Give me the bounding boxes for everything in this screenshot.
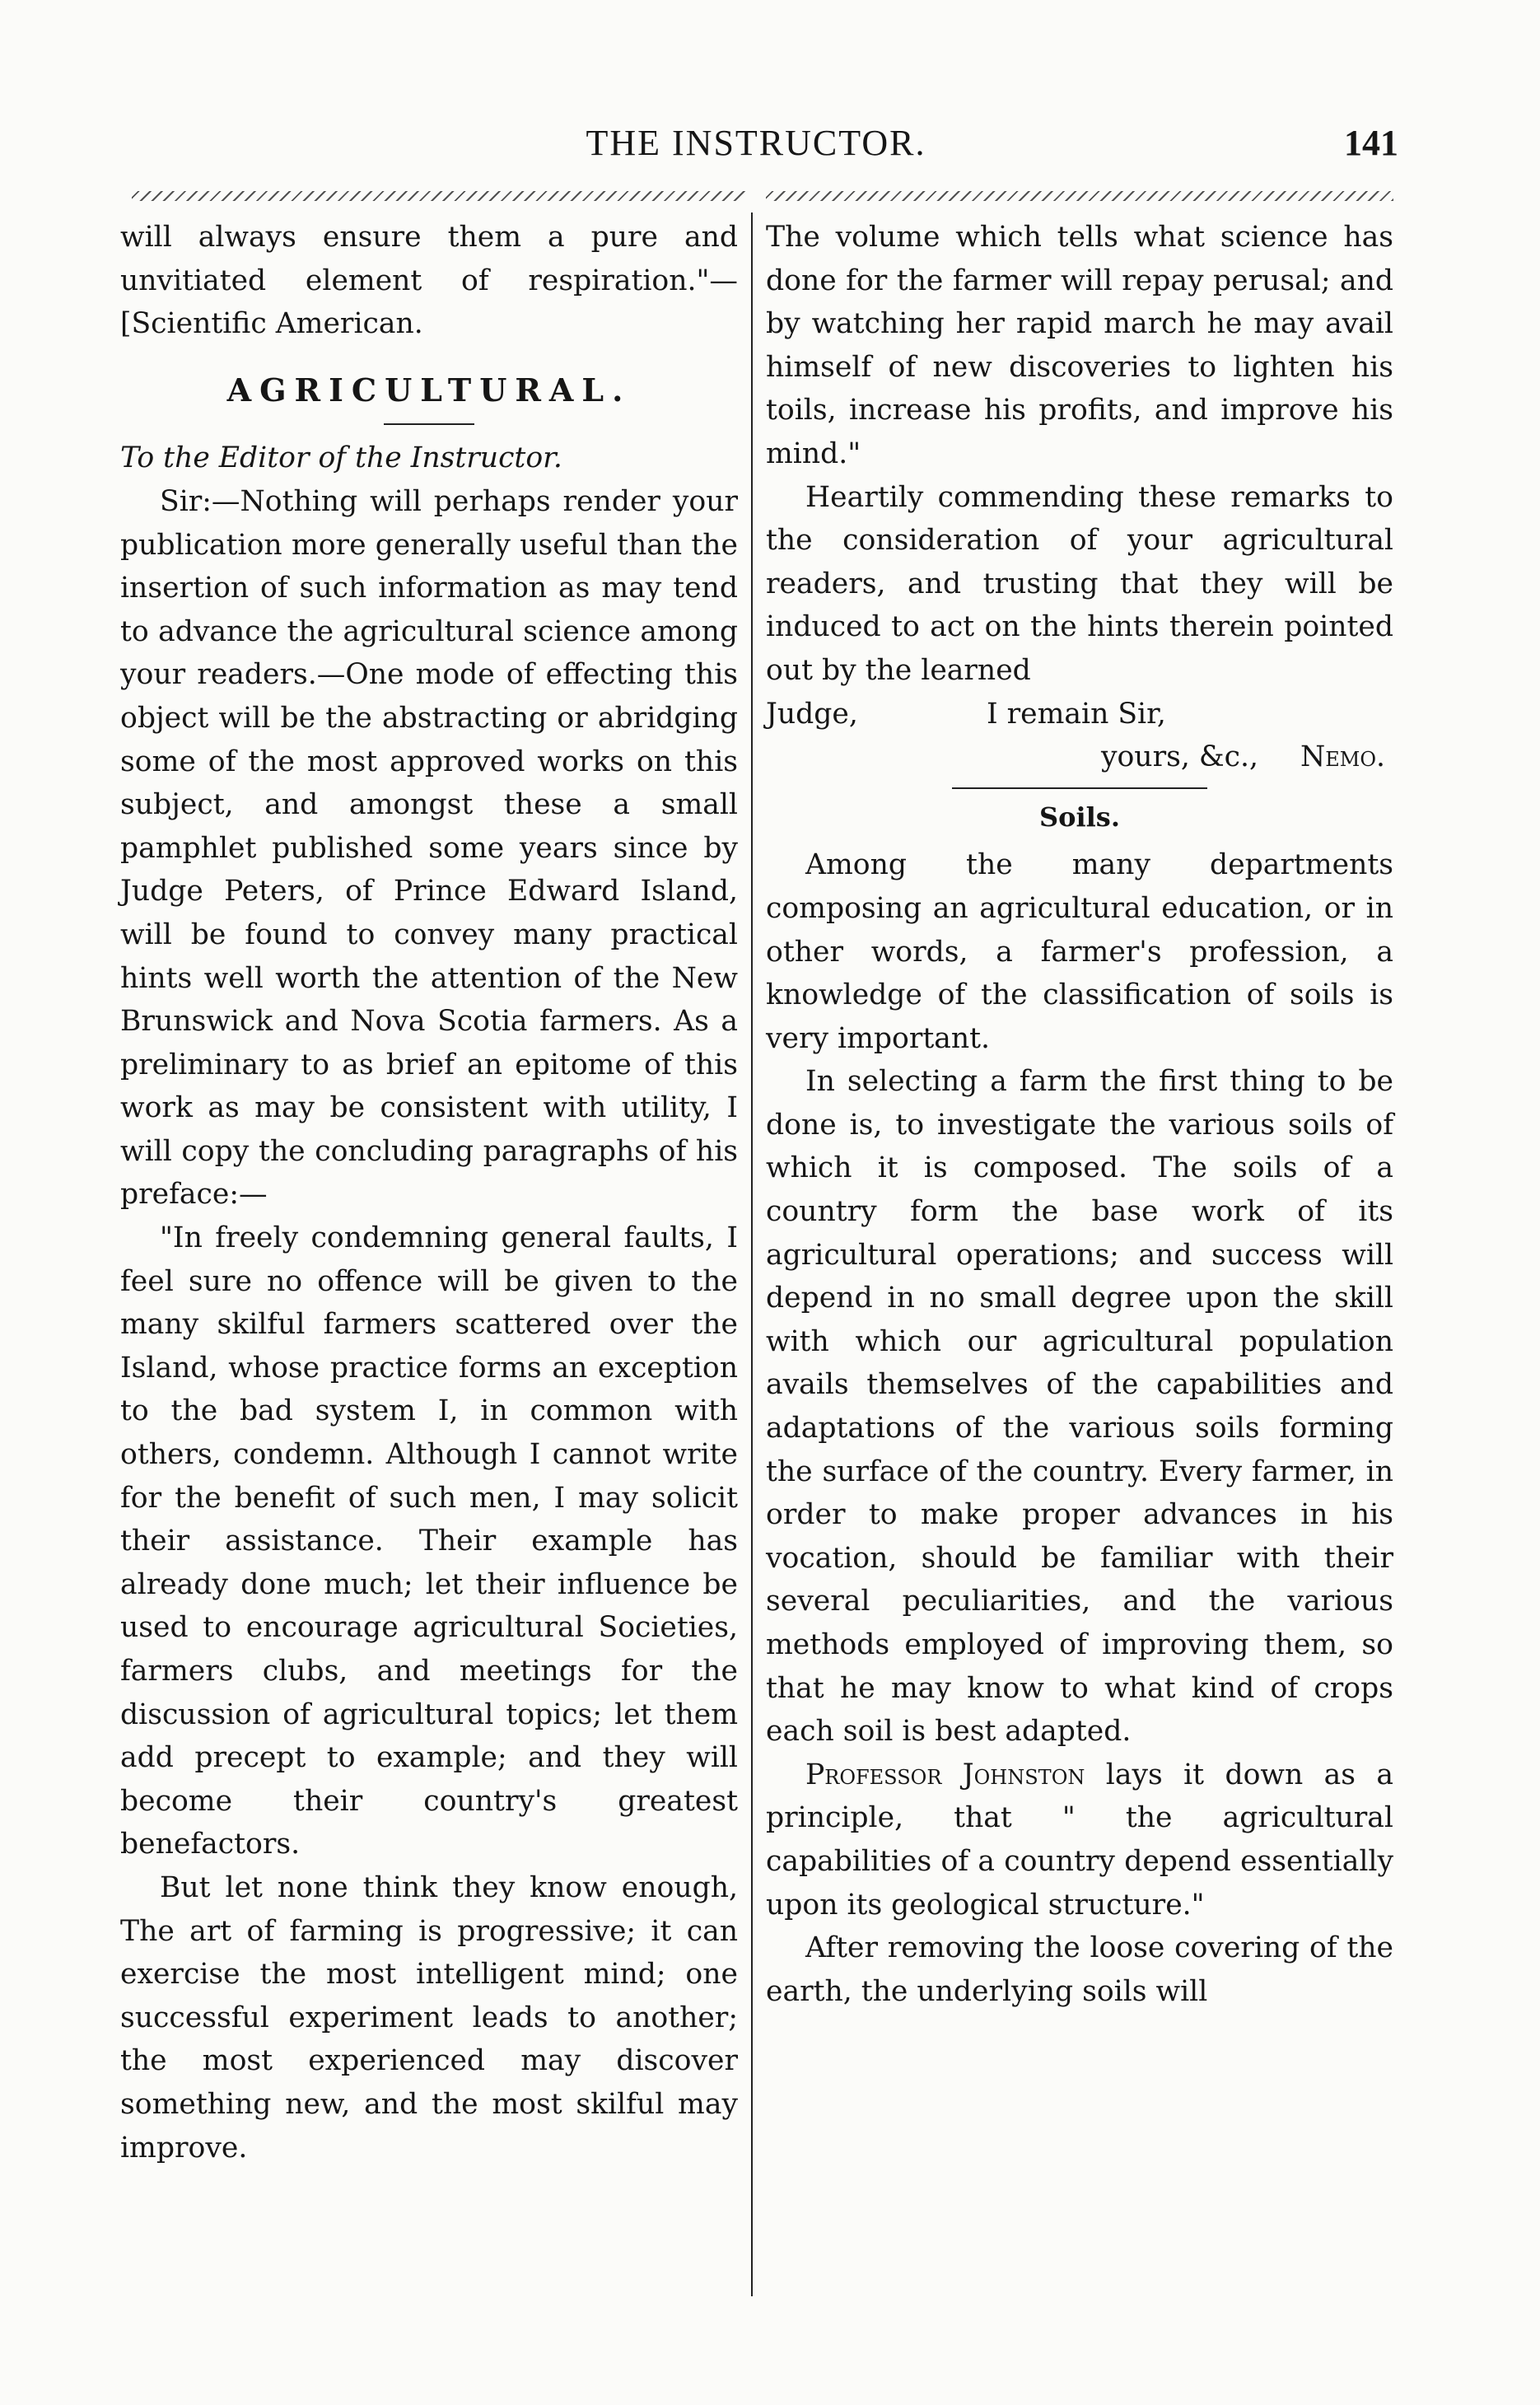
quoted-paragraph: But let none think they know enough, The art of farming is progressive; it can exercise the most intelligent mind; one successful experiment leads to another; the most experienced may discover something new, and the most skilful may improve. [120,1870,738,2164]
closing-line [766,693,1393,736]
signature [766,736,1393,779]
soils-paragraph: In selecting a farm the first thing to be done is, to investigate the various soils of which it is composed. The soils of a country form the base work of its agricultural operations; and success will depend in no small degree upon the skill with which our agricultural population avails themselves of the capabilities and adaptations of the various soils forming the surface of the country. Every farmer, in order to make proper advances in his vocation, should be familiar with their several peculiarities, and the various methods employed of improving them, so that he may know to what kind of crops each soil is best adapted. [766,1065,1393,1749]
letter-paragraph: Sir:—Nothing will perhaps render your publication more generally useful than the insertion of such information as may tend to advance the agricultural science among your readers.—One mode of effecting this object will be the abstracting or abridging some of the most approved works on this subject, and amongst these a small pamphlet published some years since by Judge Peters, of Prince Edward Island, will be found to convey many practical hints well worth the attention of the New Brunswick and Nova Scotia farmers. As a preliminary to as brief an epitome of this work as may be consistent with utility, I will copy the concluding paragraphs of his preface:— [120,484,738,1212]
page-number: 141 [1344,123,1398,163]
running-title: THE INSTRUCTOR. [586,123,926,163]
letter-address: To the Editor of the Instructor. [120,441,562,475]
soils-paragraph: After removing the loose covering of the earth, the underlying soils will [766,1931,1393,2008]
soils-paragraph: Among the many departments composing an agricultural education, or in other words, a farmer's profession, a knowledge of the classification of soils is very important. [766,848,1393,1055]
heading-rule [384,423,474,425]
section-heading: AGRICULTURAL. [226,371,632,409]
quoted-paragraph: "In freely condemning general faults, I feel sure no offence will be given to the many skilful farmers scattered over the Island, whose practice forms an exception to the bad system I, in common with others, condemn. Although I cannot write for the benefit of such men, I may solicit their assistance. Their example has already done much; let their influence be used to encourage agricultural Societies, farmers clubs, and meetings for the discussion of agricultural topics; let them add precept to example; and they will become their country's greatest benefactors. [120,1221,738,1861]
article-divider [952,787,1207,789]
closing-remain: I remain Sir, [987,697,1166,731]
signature-name: Nemo. [1300,740,1385,774]
wavy-rule-right [766,191,1393,201]
signature-yours: yours, &c., [1100,740,1258,774]
soils-heading: Soils. [1039,801,1120,833]
continuation-text: will always ensure them a pure and unvitiated element of respiration."—[Scientific American. [120,221,738,341]
closing-paragraph: Heartily commending these remarks to the consideration of your agricultural readers, and trusting that they will be induced to act on the hints therein pointed out by the learned [766,480,1393,687]
page-header [114,122,1398,171]
wavy-rule-left [132,191,745,201]
johnston-text: lays it down as a principle, that " the agricultural capabilities of a country depend essentially upon its geological structure." [766,1758,1393,1922]
right-column [766,216,1393,2013]
quoted-continuation: The volume which tells what science has done for the farmer will repay perusal; and by watching her rapid march he may avail himself of new discoveries to lighten his toils, increase his profits, and improve his mind." [766,221,1393,470]
closing-judge: Judge, [766,697,858,731]
left-column [120,216,738,2169]
column-divider [751,212,753,2296]
johnston-name: Professor Johnston [805,1758,1085,1791]
johnston-paragraph [766,1754,1393,1926]
